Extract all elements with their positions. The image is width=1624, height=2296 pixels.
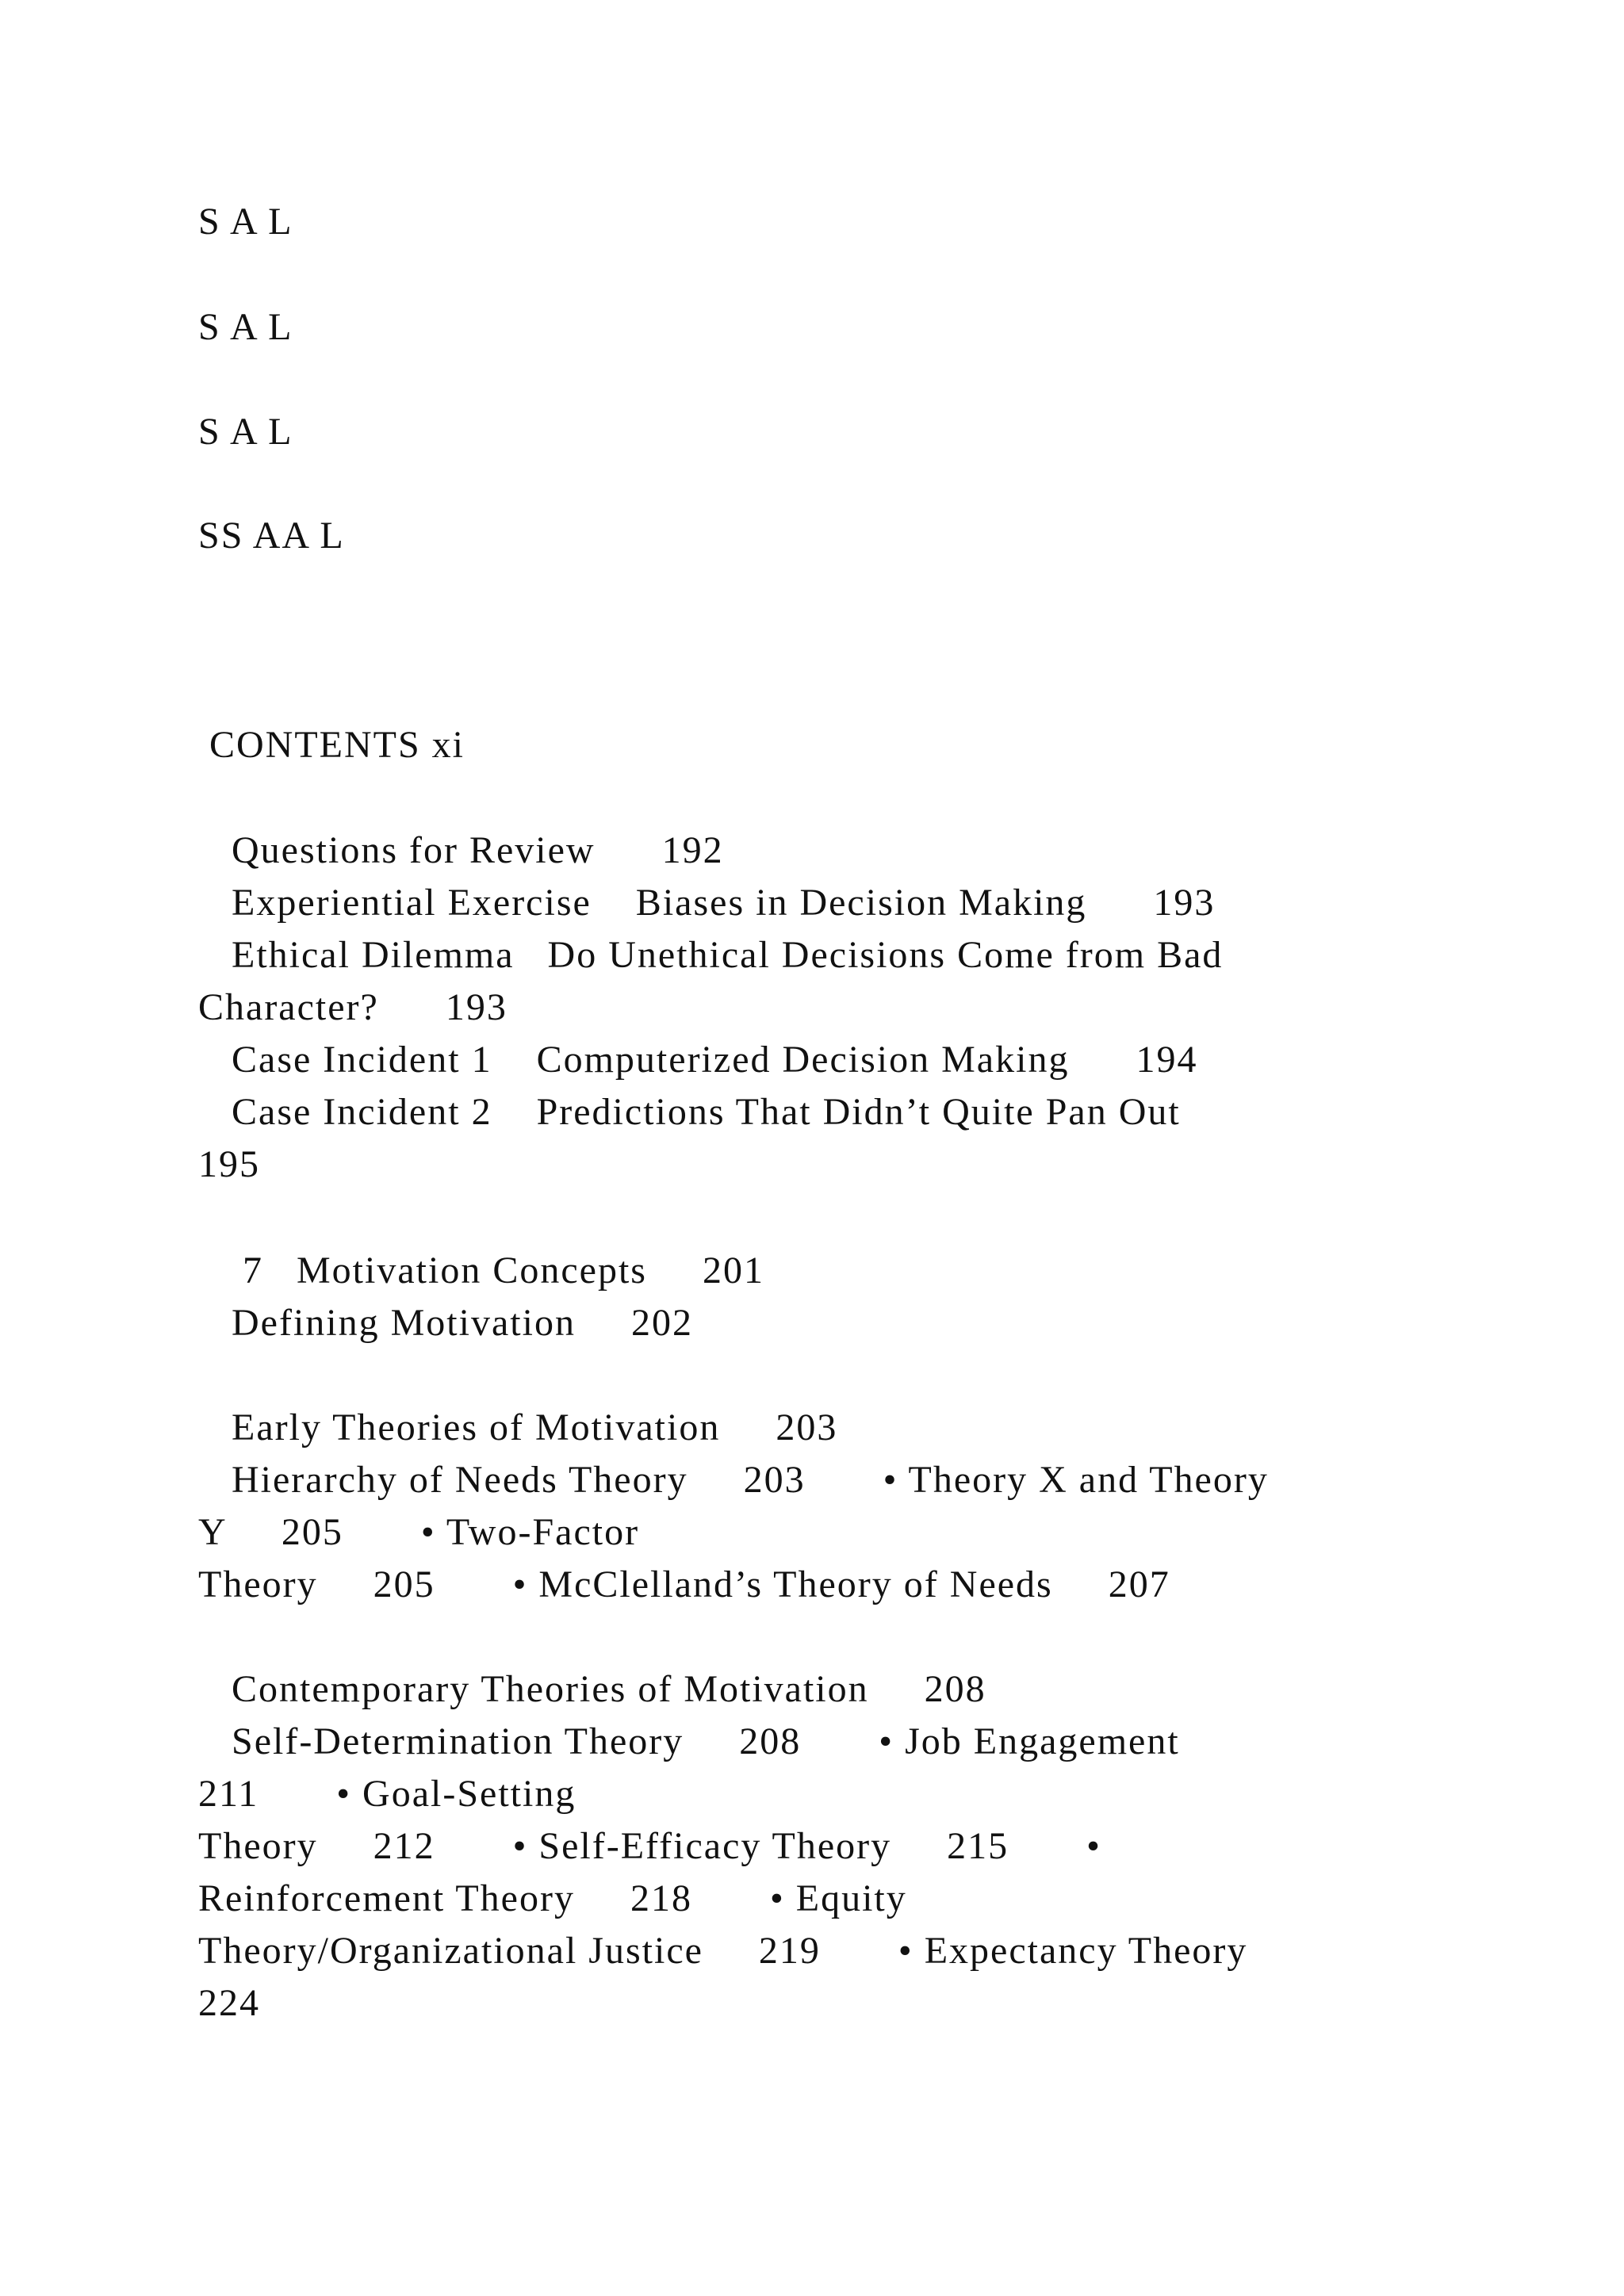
toc-line: Defining Motivation 202 (198, 1302, 693, 1344)
toc-line: Self-Determination Theory 208 • Job Engagement (198, 1720, 1180, 1762)
toc-line: Ethical Dilemma Do Unethical Decisions Come from Bad (198, 934, 1224, 976)
toc-line: Case Incident 2 Predictions That Didn’t Quite Pan Out (198, 1091, 1181, 1133)
toc-line: Y 205 • Two-Factor (198, 1511, 640, 1553)
toc-line: Hierarchy of Needs Theory 203 • Theory X and Theory (198, 1459, 1269, 1501)
toc-line: 224 (198, 1982, 260, 2024)
toc-line: Character? 193 (198, 986, 508, 1028)
toc-line: Theory 212 • Self-Efficacy Theory 215 • (198, 1825, 1101, 1867)
toc-line: 211 • Goal-Setting (198, 1773, 576, 1815)
section-line: Contemporary Theories of Motivation 208 (198, 1668, 986, 1710)
chapter-line: 7 Motivation Concepts 201 (198, 1249, 764, 1292)
header-fragment: S A L (198, 306, 293, 348)
section-line: Early Theories of Motivation 203 (198, 1406, 838, 1448)
toc-line: Theory 205 • McClelland’s Theory of Needs 207 (198, 1563, 1170, 1605)
toc-line: Experiential Exercise Biases in Decision Making 193 (198, 882, 1216, 924)
toc-line: Questions for Review 192 (198, 829, 724, 871)
toc-line: Theory/Organizational Justice 219 • Expectancy Theory (198, 1930, 1248, 1972)
header-fragment: S A L (198, 201, 293, 243)
toc-line: Reinforcement Theory 218 • Equity (198, 1877, 907, 1919)
header-fragment: SS AA L (198, 515, 345, 557)
toc-line: Case Incident 1 Computerized Decision Making 194 (198, 1039, 1198, 1081)
toc-line: 195 (198, 1143, 260, 1185)
running-head: CONTENTS xi (198, 724, 465, 766)
header-fragment: S A L (198, 411, 293, 453)
